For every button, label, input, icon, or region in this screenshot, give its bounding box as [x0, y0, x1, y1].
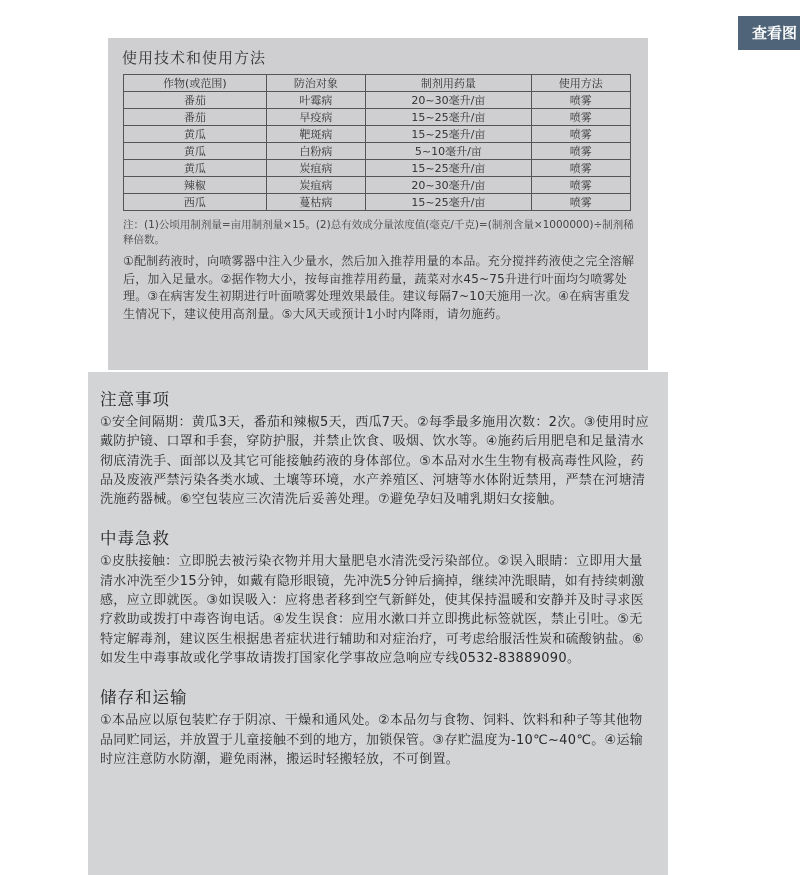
view-image-button[interactable]: 查看图	[738, 16, 800, 50]
cell-crop: 黄瓜	[124, 126, 267, 143]
cell-dosage: 15~25毫升/亩	[366, 160, 532, 177]
cell-method: 喷雾	[531, 194, 630, 211]
usage-table	[123, 74, 631, 211]
usage-instructions: ①配制药液时，向喷雾器中注入少量水，然后加入推荐用量的本品。充分搅拌药液使之完全溶解后，加入足量水。②据作物大小，按每亩推荐用药量，蔬菜对水45~75升进行叶面均匀喷雾处理。③在病害发生初期进行叶面喷雾处理效果最佳。建议每隔7~10天施用一次。④在病害重发生情况下，建议使用高剂量。⑤大风天或预计1小时内降雨，请勿施药。	[123, 254, 635, 321]
cell-method: 喷雾	[531, 177, 630, 194]
usage-table-header-row	[124, 75, 631, 92]
cell-target: 白粉病	[266, 143, 365, 160]
column-header-method: 使用方法	[531, 75, 630, 92]
label-photo-usage	[108, 38, 648, 370]
cell-target: 叶霉病	[266, 92, 365, 109]
storage-title: 储存和运输	[100, 688, 188, 708]
usage-section-title: 使用技术和使用方法	[122, 49, 267, 67]
cell-target: 靶斑病	[266, 126, 365, 143]
table-row	[124, 143, 631, 160]
table-row	[124, 160, 631, 177]
cell-method: 喷雾	[531, 160, 630, 177]
first-aid-title: 中毒急救	[100, 529, 170, 549]
cell-crop: 番茄	[124, 109, 267, 126]
table-row	[124, 194, 631, 211]
column-header-target: 防治对象	[266, 75, 365, 92]
cell-crop: 辣椒	[124, 177, 267, 194]
cell-crop: 黄瓜	[124, 143, 267, 160]
table-row	[124, 92, 631, 109]
cell-dosage: 15~25毫升/亩	[366, 126, 532, 143]
cell-method: 喷雾	[531, 92, 630, 109]
cell-method: 喷雾	[531, 109, 630, 126]
label-photo-precautions	[88, 372, 668, 875]
cell-dosage: 15~25毫升/亩	[366, 194, 532, 211]
cell-crop: 西瓜	[124, 194, 267, 211]
cell-target: 蔓枯病	[266, 194, 365, 211]
table-row	[124, 109, 631, 126]
cell-method: 喷雾	[531, 143, 630, 160]
precautions-text: ①安全间隔期：黄瓜3天，番茄和辣椒5天，西瓜7天。②每季最多施用次数：2次。③使用时应戴防护镜、口罩和手套，穿防护服，并禁止饮食、吸烟、饮水等。④施药后用肥皂和足量清水彻底清洗手、面部以及其它可能接触药液的身体部位。⑤本品对水生生物有极高毒性风险，药品及废液严禁污染各类水域、土壤等环境，水产养殖区、河塘等水体附近禁用，严禁在河塘清洗施药器械。⑥空包装应三次清洗后妥善处理。⑦避免孕妇及哺乳期妇女接触。	[100, 415, 649, 508]
cell-target: 炭疽病	[266, 177, 365, 194]
cell-crop: 黄瓜	[124, 160, 267, 177]
cell-target: 炭疽病	[266, 160, 365, 177]
storage-text: ①本品应以原包装贮存于阴凉、干燥和通风处。②本品勿与食物、饲料、饮料和种子等其他物品同贮同运，并放置于儿童接触不到的地方，加锁保管。③存贮温度为-10℃~40℃。④运输时应注意防水防潮，避免雨淋，搬运时轻搬轻放，不可倒置。	[100, 713, 644, 767]
cell-dosage: 5~10毫升/亩	[366, 143, 532, 160]
cell-dosage: 15~25毫升/亩	[366, 109, 532, 126]
cell-dosage: 20~30毫升/亩	[366, 177, 532, 194]
cell-target: 早疫病	[266, 109, 365, 126]
first-aid-text: ①皮肤接触：立即脱去被污染衣物并用大量肥皂水清洗受污染部位。②误入眼睛：立即用大量清水冲洗至少15分钟，如戴有隐形眼镜，先冲洗5分钟后摘掉，继续冲洗眼睛，如有持续刺激感，应立即就医。③如误吸入：应将患者移到空气新鲜处，使其保持温暖和安静并及时寻求医疗救助或拨打中毒咨询电话。④发生误食：应用水漱口并立即携此标签就医，禁止引吐。⑤无特定解毒剂，建议医生根据患者症状进行辅助和对症治疗，可考虑给服活性炭和硫酸钠盐。⑥如发生中毒事故或化学事故请拨打国家化学事故应急响应专线0532-83889090。	[100, 554, 645, 666]
column-header-crop: 作物(或范围)	[124, 75, 267, 92]
precautions-title: 注意事项	[100, 390, 170, 409]
cell-dosage: 20~30毫升/亩	[366, 92, 532, 109]
column-header-dosage: 制剂用药量	[366, 75, 532, 92]
cell-crop: 番茄	[124, 92, 267, 109]
table-row	[124, 126, 631, 143]
cell-method: 喷雾	[531, 126, 630, 143]
table-footnote: 注：(1)公顷用制剂量=亩用制剂量×15。(2)总有效成分量浓度值(毫克/千克)=(制剂含量×1000000)÷制剂稀释倍数。	[123, 219, 634, 246]
table-row	[124, 177, 631, 194]
